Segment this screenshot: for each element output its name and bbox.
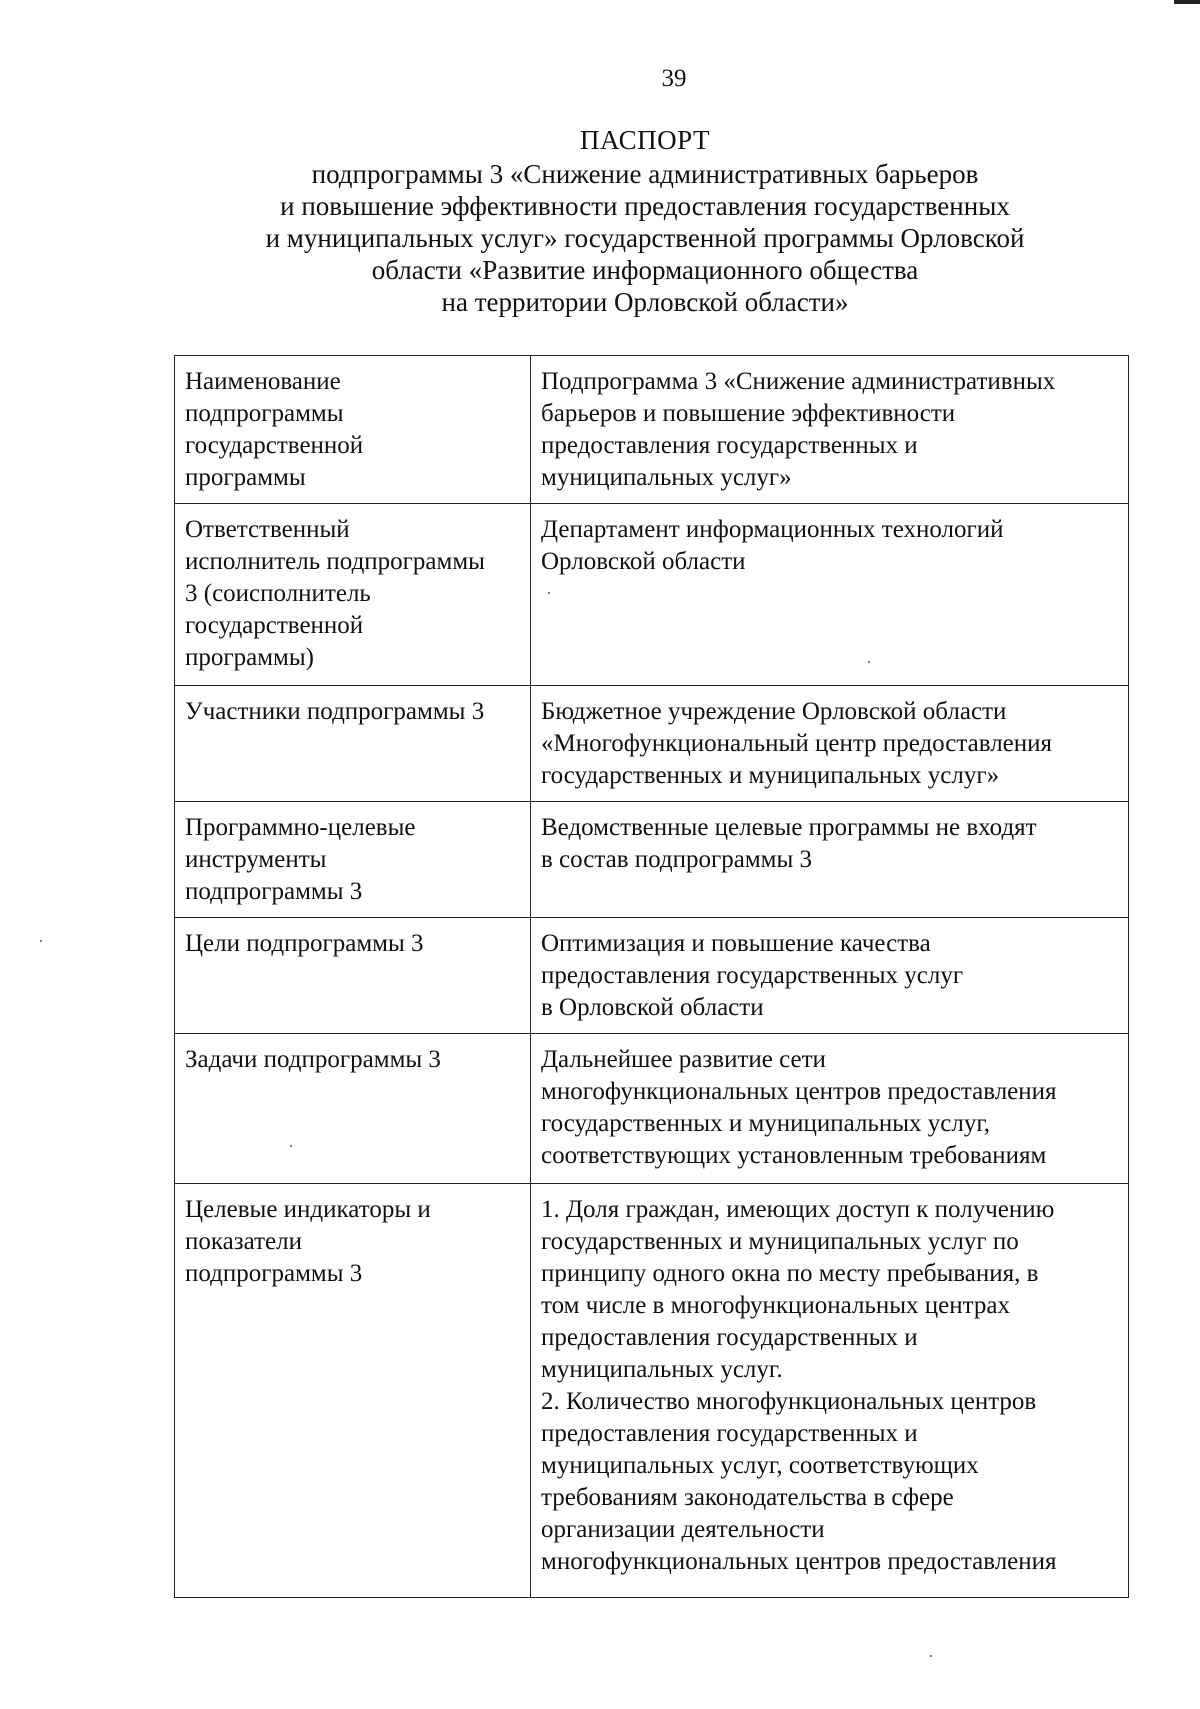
row-label-line: подпрограммы (185, 400, 344, 427)
table-row (175, 1034, 1129, 1184)
row-label-cell (175, 1034, 531, 1184)
row-value-line: 1. Доля граждан, имеющих доступ к получению (541, 1196, 1055, 1223)
row-value-line: Подпрограмма 3 «Снижение административных (541, 368, 1056, 395)
row-value-line: 2. Количество многофункциональных центров (541, 1388, 1037, 1415)
row-value-line: муниципальных услуг. (541, 1356, 783, 1383)
row-value-line: муниципальных услуг» (541, 464, 792, 491)
table-row (175, 686, 1129, 802)
row-label-line: Участники подпрограммы 3 (185, 698, 485, 725)
row-label-line: Цели подпрограммы 3 (185, 930, 424, 957)
subtitle-line: подпрограммы 3 «Снижение административных барьеров (311, 159, 979, 189)
row-value-cell (531, 686, 1129, 802)
subtitle-line: и повышение эффективности предоставления государственных (280, 191, 1010, 221)
row-value-cell (531, 802, 1129, 918)
row-value-line: Дальнейшее развитие сети (541, 1046, 826, 1073)
row-value-line: барьеров и повышение эффективности (541, 400, 956, 427)
row-value-line: Орловской области (541, 548, 746, 575)
row-label-line: подпрограммы 3 (185, 1260, 363, 1287)
row-label-line: Программно-целевые (185, 814, 416, 841)
row-value-line: предоставления государственных и (541, 432, 918, 459)
row-value-line: в Орловской области (541, 994, 764, 1021)
row-value-line: том числе в многофункциональных центрах (541, 1292, 1010, 1319)
row-label-line: 3 (соисполнитель (185, 580, 371, 607)
row-label-line: Задачи подпрограммы 3 (185, 1046, 441, 1073)
table-row (175, 504, 1129, 686)
row-value-line: многофункциональных центров предоставления (541, 1078, 1057, 1105)
table-row (175, 356, 1129, 504)
subtitle-line: на территории Орловской области» (441, 287, 849, 317)
row-label-cell (175, 356, 531, 504)
row-value-cell (531, 356, 1129, 504)
row-value-line: в состав подпрограммы 3 (541, 846, 813, 873)
row-label-line: показатели (185, 1228, 302, 1255)
row-label-line: подпрограммы 3 (185, 878, 363, 905)
row-label-line: государственной (185, 612, 364, 639)
row-label-line: Наименование (185, 368, 341, 395)
row-value-line: муниципальных услуг, соответствующих (541, 1452, 979, 1479)
row-value-line: предоставления государственных и (541, 1324, 918, 1351)
row-value-line: соответствующих установленным требованиям (541, 1142, 1047, 1169)
row-value-line: принципу одного окна по месту пребывания, в (541, 1260, 1039, 1287)
row-label-line: исполнитель подпрограммы (185, 548, 485, 575)
row-value-line: предоставления государственных услуг (541, 962, 964, 989)
row-value-line: государственных и муниципальных услуг» (541, 762, 1000, 789)
row-label-line: программы) (185, 644, 314, 671)
row-value-cell (531, 918, 1129, 1034)
row-label-cell (175, 918, 531, 1034)
row-value-line: государственных и муниципальных услуг по (541, 1228, 1019, 1255)
row-label-line: государственной (185, 432, 364, 459)
scan-speck (548, 592, 550, 594)
row-value-line: Департамент информационных технологий (541, 516, 1004, 543)
scan-speck (40, 940, 42, 942)
row-label-line: программы (185, 464, 306, 491)
row-value-line: предоставления государственных и (541, 1420, 918, 1447)
scan-speck (868, 661, 870, 663)
scan-speck (930, 1655, 932, 1657)
passport-table (174, 355, 1129, 1598)
row-value-line: Бюджетное учреждение Орловской области (541, 698, 1007, 725)
page-number: 39 (661, 65, 687, 92)
table-row (175, 918, 1129, 1034)
row-label-line: Ответственный (185, 516, 350, 543)
document-subtitle (200, 158, 1090, 318)
row-label-line: инструменты (185, 846, 327, 873)
document-title: ПАСПОРТ (580, 125, 710, 155)
row-label-cell (175, 504, 531, 686)
row-value-line: многофункциональных центров предоставления (541, 1548, 1057, 1575)
row-value-line: организации деятельности (541, 1516, 825, 1543)
scan-edge-mark (1174, 0, 1200, 4)
row-label-cell (175, 686, 531, 802)
subtitle-line: области «Развитие информационного общества (371, 255, 919, 285)
table-row (175, 802, 1129, 918)
row-label-cell (175, 1184, 531, 1598)
row-value-cell (531, 1184, 1129, 1598)
row-value-line: «Многофункциональный центр предоставления (541, 730, 1053, 757)
row-value-cell (531, 1034, 1129, 1184)
row-value-line: Оптимизация и повышение качества (541, 930, 931, 957)
row-value-cell (531, 504, 1129, 686)
row-value-line: государственных и муниципальных услуг, (541, 1110, 991, 1137)
table-row (175, 1184, 1129, 1598)
row-value-line: Ведомственные целевые программы не входят (541, 814, 1037, 841)
subtitle-line: и муниципальных услуг» государственной программы Орловской (265, 223, 1025, 253)
row-value-line: требованиям законодательства в сфере (541, 1484, 954, 1511)
row-label-line: Целевые индикаторы и (185, 1196, 431, 1223)
row-label-cell (175, 802, 531, 918)
scan-speck (290, 1145, 292, 1147)
